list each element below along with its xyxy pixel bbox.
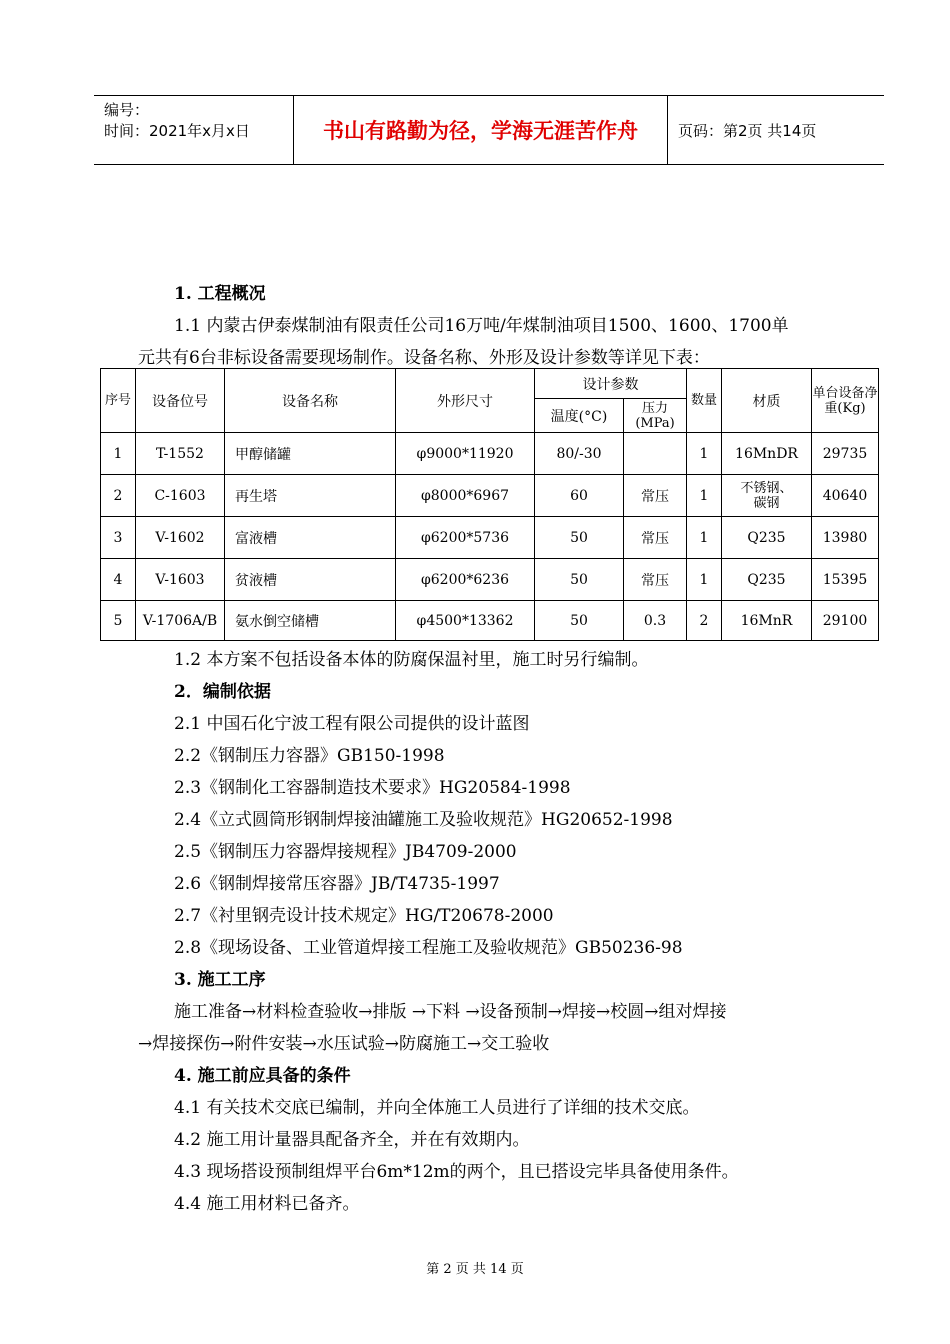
section-4-title: 4. 施工前应具备的条件 <box>174 1066 351 1086</box>
section-3-title: 3. 施工工序 <box>174 970 266 990</box>
cell-tag: V-1603 <box>136 559 225 601</box>
header-tag: 设备位号 <box>136 369 225 433</box>
cell-temp: 60 <box>535 475 624 517</box>
header-qty: 数量 <box>687 369 722 433</box>
cell-tag: C-1603 <box>136 475 225 517</box>
cell-qty: 2 <box>687 601 722 641</box>
cell-name: 再生塔 <box>225 475 396 517</box>
cell-size: φ4500*13362 <box>396 601 535 641</box>
section-1-1-line1: 1.1 内蒙古伊泰煤制油有限责任公司16万吨/年煤制油项目1500、1600、1700单 <box>174 316 789 336</box>
section-2-title: 2．编制依据 <box>174 682 271 702</box>
page-footer: 第 2 页 共 14 页 <box>426 1262 524 1277</box>
condition-item: 4.4 施工用材料已备齐。 <box>174 1194 360 1214</box>
table-row <box>101 433 879 475</box>
header-press: 压力(MPa) <box>624 399 687 433</box>
cell-weight: 29735 <box>812 433 879 475</box>
cell-no: 3 <box>101 517 136 559</box>
header-design: 设计参数 <box>535 369 687 399</box>
cell-name: 贫液槽 <box>225 559 396 601</box>
cell-weight: 40640 <box>812 475 879 517</box>
section-1-title: 1. 工程概况 <box>174 284 266 304</box>
cell-material: 16MnR <box>722 601 812 641</box>
cell-weight: 29100 <box>812 601 879 641</box>
cell-press <box>624 433 687 475</box>
cell-qty: 1 <box>687 559 722 601</box>
cell-weight: 13980 <box>812 517 879 559</box>
cell-material: 16MnDR <box>722 433 812 475</box>
cell-no: 2 <box>101 475 136 517</box>
process-line1: 施工准备→材料检查验收→排版 →下料 →设备预制→焊接→校圆→组对焊接 <box>174 1002 727 1022</box>
cell-qty: 1 <box>687 433 722 475</box>
cell-temp: 50 <box>535 517 624 559</box>
table-row <box>101 601 879 641</box>
cell-press: 常压 <box>624 475 687 517</box>
header-size: 外形尺寸 <box>396 369 535 433</box>
cell-weight: 15395 <box>812 559 879 601</box>
cell-size: φ8000*6967 <box>396 475 535 517</box>
header-meta <box>94 96 294 164</box>
cell-tag: V-1706A/B <box>136 601 225 641</box>
condition-item: 4.2 施工用计量器具配备齐全，并在有效期内。 <box>174 1130 530 1150</box>
condition-item: 4.1 有关技术交底已编制，并向全体施工人员进行了详细的技术交底。 <box>174 1098 700 1118</box>
cell-name: 氨水倒空储槽 <box>225 601 396 641</box>
section-1-1-line2: 元共有6台非标设备需要现场制作。设备名称、外形及设计参数等详见下表： <box>138 348 710 368</box>
header-no: 序号 <box>101 369 136 433</box>
time-label: 时间：2021年x月x日 <box>104 122 250 140</box>
reference-item: 2.3《钢制化工容器制造技术要求》HG20584-1998 <box>174 778 571 798</box>
cell-no: 5 <box>101 601 136 641</box>
cell-press: 0.3 <box>624 601 687 641</box>
reference-item: 2.4《立式圆筒形钢制焊接油罐施工及验收规范》HG20652-1998 <box>174 810 673 830</box>
cell-qty: 1 <box>687 517 722 559</box>
document-body-continued <box>138 644 850 1220</box>
process-line2: →焊接探伤→附件安装→水压试验→防腐施工→交工验收 <box>138 1034 550 1054</box>
cell-material: Q235 <box>722 517 812 559</box>
cell-press: 常压 <box>624 517 687 559</box>
equipment-table <box>100 368 879 641</box>
cell-temp: 80/-30 <box>535 433 624 475</box>
cell-name: 甲醇储罐 <box>225 433 396 475</box>
cell-tag: V-1602 <box>136 517 225 559</box>
section-1-2: 1.2 本方案不包括设备本体的防腐保温衬里，施工时另行编制。 <box>174 650 649 670</box>
header-material: 材质 <box>722 369 812 433</box>
header-name: 设备名称 <box>225 369 396 433</box>
number-label: 编号： <box>104 101 150 119</box>
reference-item: 2.8《现场设备、工业管道焊接工程施工及验收规范》GB50236-98 <box>174 938 683 958</box>
reference-item: 2.6《钢制焊接常压容器》JB/T4735-1997 <box>174 874 500 894</box>
cell-no: 1 <box>101 433 136 475</box>
reference-item: 2.7《衬里钢壳设计技术规定》HG/T20678-2000 <box>174 906 554 926</box>
cell-qty: 1 <box>687 475 722 517</box>
cell-temp: 50 <box>535 601 624 641</box>
reference-item: 2.1 中国石化宁波工程有限公司提供的设计蓝图 <box>174 714 530 734</box>
page-header <box>94 95 884 165</box>
cell-material: Q235 <box>722 559 812 601</box>
condition-item: 4.3 现场搭设预制组焊平台6m*12m的两个，且已搭设完毕具备使用条件。 <box>174 1162 739 1182</box>
header-motto: 书山有路勤为径，学海无涯苦作舟 <box>294 96 668 164</box>
cell-no: 4 <box>101 559 136 601</box>
table-row <box>101 475 879 517</box>
cell-temp: 50 <box>535 559 624 601</box>
reference-item: 2.2《钢制压力容器》GB150-1998 <box>174 746 445 766</box>
cell-name: 富液槽 <box>225 517 396 559</box>
cell-material: 不锈钢、碳钢 <box>722 475 812 517</box>
cell-size: φ6200*5736 <box>396 517 535 559</box>
header-weight: 单台设备净重(Kg) <box>812 369 879 433</box>
table-row <box>101 517 879 559</box>
header-temp: 温度(°C) <box>535 399 624 433</box>
reference-item: 2.5《钢制压力容器焊接规程》JB4709-2000 <box>174 842 517 862</box>
document-body <box>138 278 850 374</box>
cell-press: 常压 <box>624 559 687 601</box>
cell-size: φ9000*11920 <box>396 433 535 475</box>
table-row <box>101 559 879 601</box>
header-page-label: 页码：第2页 共14页 <box>678 121 817 140</box>
cell-tag: T-1552 <box>136 433 225 475</box>
cell-size: φ6200*6236 <box>396 559 535 601</box>
